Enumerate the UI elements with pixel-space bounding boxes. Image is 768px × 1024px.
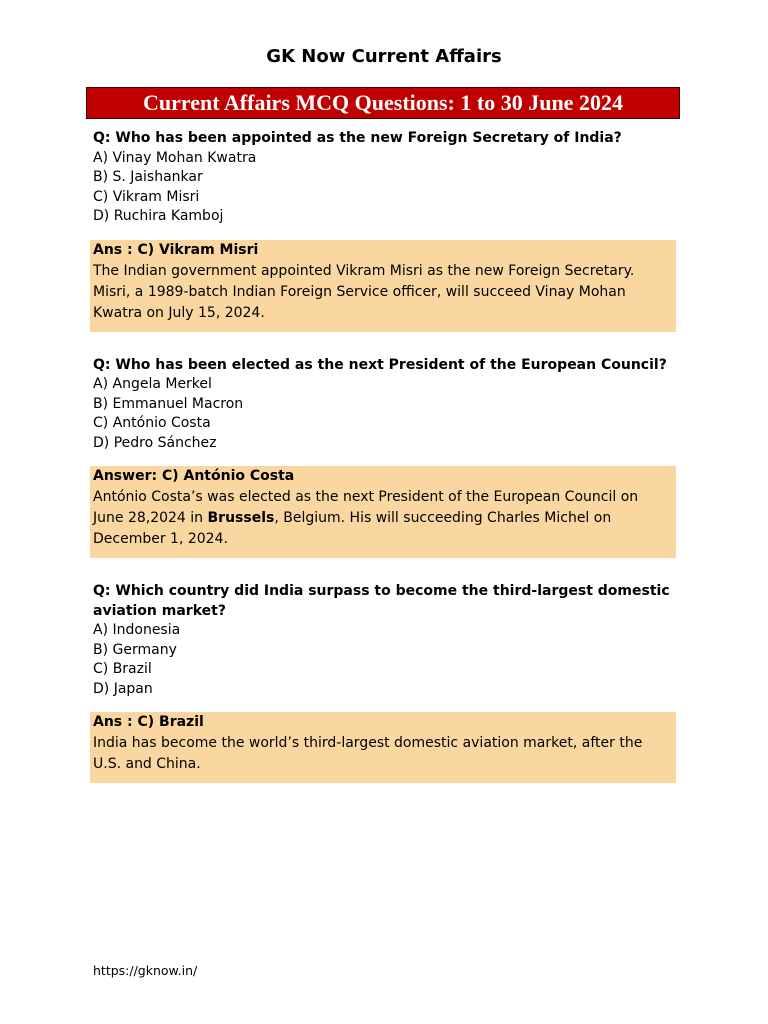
option-b: B) S. Jaishankar — [93, 169, 203, 185]
option-d: D) Ruchira Kamboj — [93, 208, 224, 224]
answer-box — [90, 466, 676, 558]
question-text: Q: Which country did India surpass to become the third-largest domestic aviation market? — [93, 583, 670, 619]
options-list — [93, 375, 671, 453]
mcq-content — [93, 129, 671, 807]
options-list — [93, 621, 671, 699]
explanation-before: António Costa’s was elected as the next President of the European Council on June 28,2024 in — [93, 489, 639, 526]
option-d: D) Japan — [93, 680, 153, 697]
answer-title: Ans : C) Brazil — [93, 714, 204, 730]
option-a: A) Vinay Mohan Kwatra — [93, 149, 257, 166]
answer-box — [90, 712, 676, 783]
qa-block-2 — [93, 356, 671, 559]
option-c: C) António Costa — [93, 415, 211, 431]
options-list — [93, 149, 671, 227]
qa-block-1 — [93, 129, 671, 332]
option-a: A) Indonesia — [93, 622, 181, 638]
answer-box — [90, 240, 676, 332]
answer-title: Answer: C) António Costa — [93, 468, 295, 484]
option-b: B) Emmanuel Macron — [93, 395, 244, 412]
footer-url-link[interactable]: https://gknow.in/ — [93, 963, 198, 978]
option-c: C) Vikram Misri — [93, 188, 200, 205]
page-header-title: GK Now Current Affairs — [266, 46, 502, 67]
answer-explanation: India has become the world’s third-largest domestic aviation market, after the U.S. and China. — [93, 735, 643, 772]
explanation-after: , Belgium. His will succeeding Charles Michel on December 1, 2024. — [93, 510, 612, 547]
option-b: B) Germany — [93, 641, 177, 658]
option-a: A) Angela Merkel — [93, 376, 212, 392]
question-text: Q: Who has been appointed as the new Foreign Secretary of India? — [93, 130, 622, 146]
explanation-bold-city: Brussels — [207, 510, 275, 526]
option-d: D) Pedro Sánchez — [93, 434, 217, 451]
qa-block-3 — [93, 582, 671, 783]
answer-title: Ans : C) Vikram Misri — [93, 241, 259, 258]
question-text: Q: Who has been elected as the next President of the European Council? — [93, 356, 667, 373]
option-c: C) Brazil — [93, 661, 152, 677]
answer-explanation — [93, 487, 673, 550]
title-banner: Current Affairs MCQ Questions: 1 to 30 June 2024 — [86, 87, 680, 119]
answer-explanation: The Indian government appointed Vikram Misri as the new Foreign Secretary. Misri, a 1989-batch Indian Foreign Service officer, will succeed Vinay Mohan Kwatra on July 15, 2024. — [93, 262, 635, 321]
